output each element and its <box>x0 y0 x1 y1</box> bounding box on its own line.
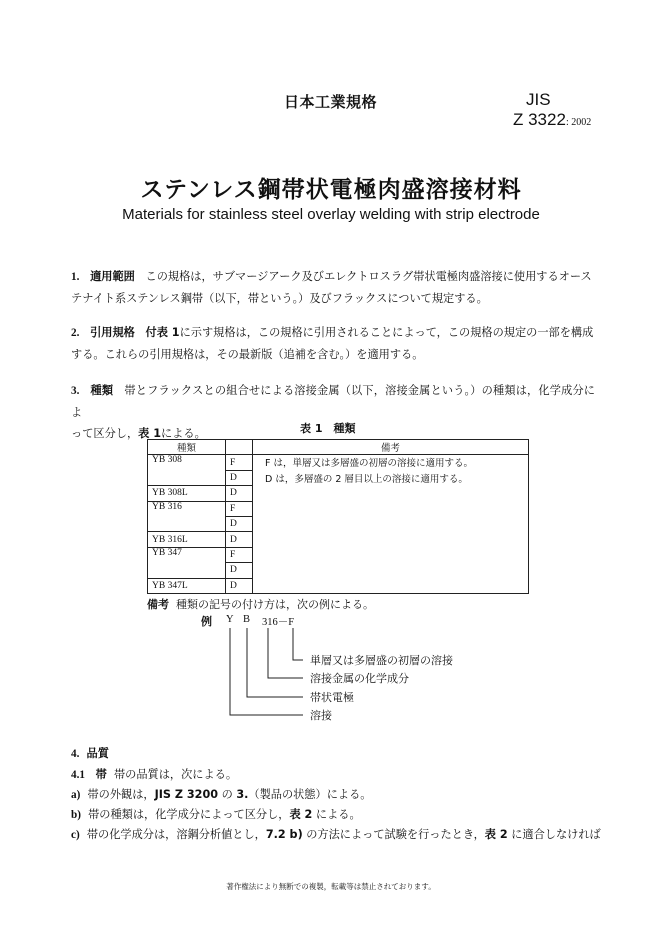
section-4-heading: 品質 <box>86 747 109 760</box>
kind-cell: YB 347L <box>148 578 226 593</box>
standard-name: 日本工業規格 <box>284 93 378 111</box>
item-a <box>71 786 371 802</box>
table-1-caption: 表 1 種類 <box>300 422 356 435</box>
code-cell: D <box>226 486 253 501</box>
jis-label: JIS <box>526 90 551 109</box>
item-a-text-3: （製品の状態）による。 <box>248 788 372 801</box>
title-english: Materials for stainless steel overlay welding with strip electrode <box>122 206 540 223</box>
code-cell: D <box>226 470 253 485</box>
section-3-number: 3. <box>71 385 80 397</box>
item-b-text-2: による。 <box>312 808 361 821</box>
header-remarks: 備考 <box>253 440 529 455</box>
item-c-text-1: 帯の化学成分は，溶鋼分析値とし， <box>86 828 266 841</box>
section-1-heading: 適用範囲 <box>90 270 135 283</box>
item-c-ref-2: 表 2 <box>484 828 508 841</box>
item-a-text-2: の <box>218 788 237 801</box>
header-kind: 種類 <box>148 440 226 455</box>
item-b-ref-1: 表 2 <box>289 808 313 821</box>
copyright-notice: 著作権法により無断での複製，転載等は禁止されております。 <box>226 882 436 891</box>
section-2-text-2: する。これらの引用規格は，その最新版（追補を含む。）を適用する。 <box>71 348 424 361</box>
item-c <box>71 826 601 842</box>
title-japanese: ステンレス鋼帯状電極肉盛溶接材料 <box>140 177 522 203</box>
standard-year: : 2002 <box>565 117 592 128</box>
notes-label: 備考 <box>147 598 169 611</box>
example-label-1: 単層又は多層盛の初層の溶接 <box>310 654 453 667</box>
item-c-text-3: に適合しなければ <box>507 828 601 841</box>
example-label-3: 帯状電極 <box>310 691 354 704</box>
example-y: Y <box>226 614 234 625</box>
section-2-number: 2. <box>71 327 80 339</box>
code-cell: D <box>226 563 253 578</box>
code-cell: D <box>226 578 253 593</box>
section-1-number: 1. <box>71 271 80 283</box>
kind-cell: YB 316 <box>148 501 226 532</box>
kind-cell: YB 347 <box>148 547 226 578</box>
section-4-1-number: 4.1 <box>71 769 85 781</box>
section-3-heading: 種類 <box>90 384 114 397</box>
item-b <box>71 806 361 822</box>
item-b-mark: b) <box>71 809 81 821</box>
remark-d: D は，多層盛の 2 層目以上の溶接に適用する。 <box>265 474 468 486</box>
item-a-ref-2: 3. <box>236 788 249 801</box>
section-4-1-heading: 帯 <box>95 768 107 781</box>
section-1-text-1: この規格は，サブマージアーク及びエレクトロスラグ帯状電極肉盛溶接に使用するオース <box>145 270 592 283</box>
remark-f: F は，単層又は多層盛の初層の溶接に適用する。 <box>265 458 473 470</box>
item-c-text-2: の方法によって試験を行ったとき， <box>302 828 485 841</box>
item-c-ref-1: 7.2 b) <box>265 828 303 841</box>
section-3-table-ref: 表 1 <box>138 427 162 440</box>
item-a-text-1: 帯の外観は， <box>87 788 155 801</box>
example-b: B <box>243 614 251 625</box>
section-2-text-1: に示す規格は，この規格に引用されることによって，この規格の規定の一部を構成 <box>179 326 594 339</box>
code-cell: F <box>226 455 253 470</box>
code-cell: F <box>226 547 253 562</box>
section-2-heading: 引用規格 <box>90 326 135 339</box>
item-b-text-1: 帯の種類は，化学成分によって区分し， <box>88 808 290 821</box>
kind-cell: YB 316L <box>148 532 226 547</box>
item-a-ref-1: JIS Z 3200 <box>154 788 219 801</box>
kind-cell: YB 308L <box>148 486 226 501</box>
kind-cell: YB 308 <box>148 455 226 486</box>
item-a-mark: a) <box>71 789 81 801</box>
section-3-text-1: 帯とフラックスとの組合せによる溶接金属（以下，溶接金属という。）の種類は，化学成分によ <box>71 384 595 419</box>
section-1-text-2: テナイト系ステンレス鋼帯（以下，帯という。）及びフラックスについて規定する。 <box>71 292 488 305</box>
section-3-text-2a: って区分し， <box>71 427 139 440</box>
section-2-ref: 付表 1 <box>145 326 180 339</box>
example-label-4: 溶接 <box>310 709 332 722</box>
notes-text: 種類の記号の付け方は，次の例による。 <box>176 598 374 611</box>
section-4-number: 4. <box>71 748 80 760</box>
section-4-1-text: 帯の品質は，次による。 <box>113 768 238 781</box>
code-cell: D <box>226 532 253 547</box>
example-label-2: 溶接金属の化学成分 <box>310 672 409 685</box>
section-3-text-2c: による。 <box>161 427 206 440</box>
section-4-title <box>71 745 109 761</box>
example-label: 例 <box>201 615 212 628</box>
standard-number-text: Z 3322 <box>513 110 566 129</box>
section-4-1 <box>71 766 237 782</box>
example-code: 316－F <box>262 617 295 628</box>
code-cell: F <box>226 501 253 516</box>
code-cell: D <box>226 516 253 531</box>
item-c-mark: c) <box>71 829 80 841</box>
